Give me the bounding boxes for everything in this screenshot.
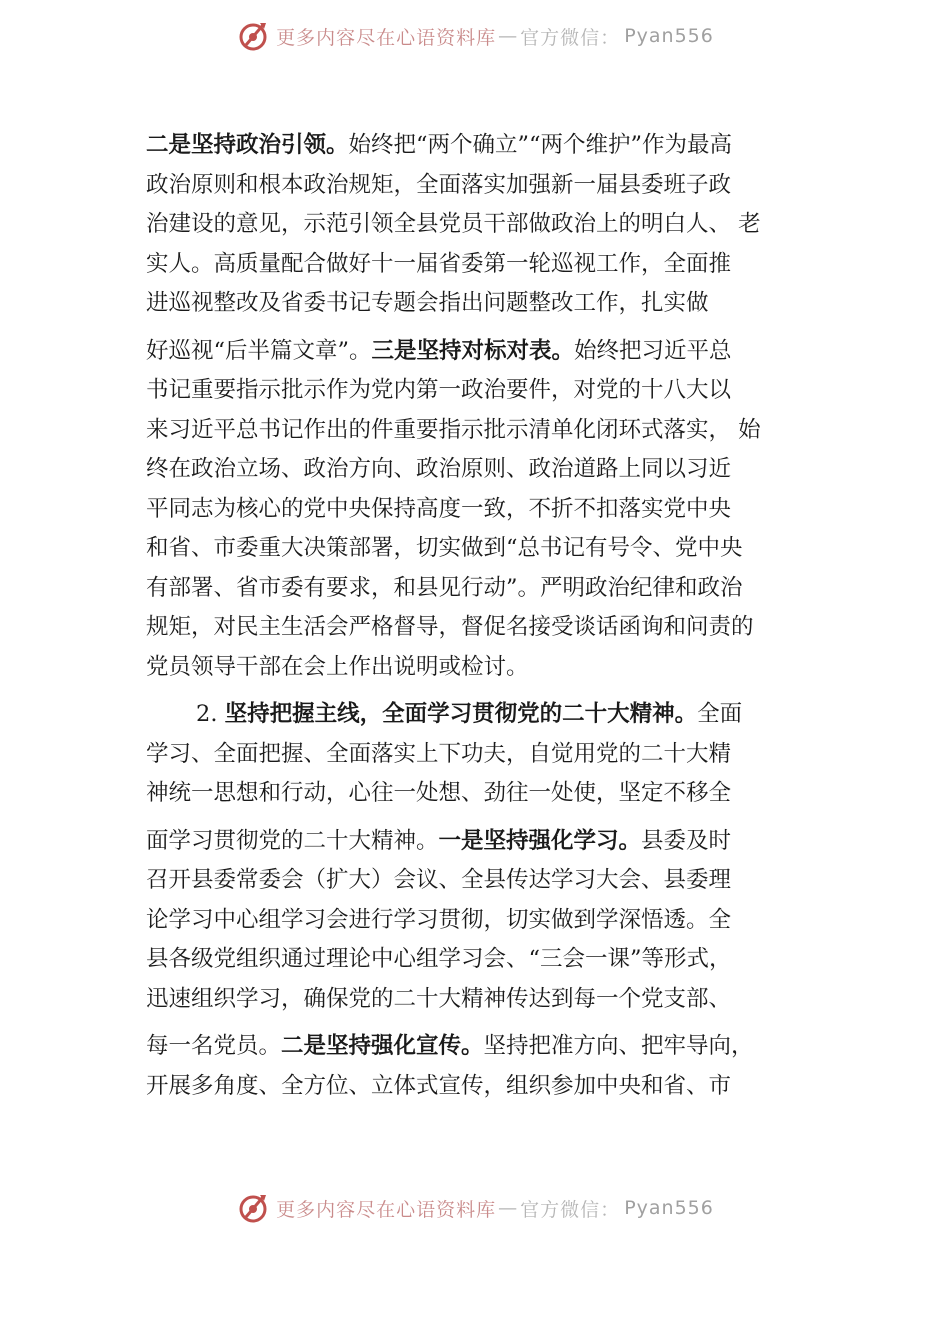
text-line	[146, 284, 822, 324]
bold-heading-text: 坚持把握主线，全面学习贯彻党的二十大精神。	[224, 701, 698, 727]
watermark-header	[0, 16, 950, 56]
body-text: 规矩，对民主生活会严格督导，督促名接受谈话函询和问责的	[146, 614, 754, 640]
body-text: 学习、全面把握、全面落实上下功夫，自觉用党的二十大精	[146, 740, 732, 767]
text-line	[146, 735, 822, 775]
text-line	[146, 774, 822, 814]
logo-icon	[236, 19, 270, 53]
watermark-text: 更多内容尽在心语资料库	[276, 26, 497, 49]
bold-heading-text: 三是坚持对标对表。	[371, 337, 575, 364]
body-text: 政治原则和根本政治规矩，全面落实加强新一届县委班子政	[146, 171, 732, 198]
text-line	[146, 1067, 822, 1107]
body-text: 迅速组织学习，确保党的二十大精神传达到每一个党支部、	[146, 985, 732, 1012]
text-line	[146, 608, 822, 648]
body-text: 2.	[196, 701, 225, 727]
text-line	[146, 245, 822, 285]
body-text: 实人。高质量配合做好十一届省委第一轮巡视工作，全面推	[146, 250, 732, 277]
bold-heading-text: 一是坚持强化学习。	[438, 827, 642, 854]
watermark-wechat-id: Pyan556	[624, 25, 714, 47]
body-text: 有部署、省市委有要求，和县见行动”。严明政治纪律和政治	[146, 574, 743, 601]
text-line	[146, 940, 822, 980]
text-line	[146, 529, 822, 569]
watermark-wechat-id: Pyan556	[624, 1197, 714, 1219]
watermark-footer	[0, 1188, 950, 1228]
text-line	[146, 861, 822, 901]
text-line	[146, 166, 822, 206]
body-text: 县各级党组织通过理论中心组学习会、“三会一课”等形式，	[146, 946, 732, 972]
watermark-wechat-label: 官方微信：	[520, 26, 621, 49]
body-text: 每一名党员。	[146, 1033, 282, 1059]
text-line	[146, 411, 822, 451]
text-line	[146, 1027, 822, 1067]
document-body	[146, 126, 822, 1106]
body-text: 好巡视“后半篇文章”。	[146, 337, 372, 364]
text-line	[146, 648, 822, 688]
watermark-dash: —	[498, 25, 519, 47]
bold-heading-text: 二是坚持强化宣传。	[281, 1033, 484, 1059]
body-text: 面学习贯彻党的二十大精神。	[146, 827, 439, 854]
text-line	[146, 822, 822, 862]
body-text: 神统一思想和行动，心往一处想、劲往一处使，坚定不移全	[146, 780, 732, 806]
body-text: 和省、市委重大决策部署，切实做到“总书记有号令、党中央	[146, 535, 743, 561]
body-text: 论学习中心组学习会进行学习贯彻，切实做到学深悟透。全	[146, 906, 732, 933]
body-text: 始终把习近平总	[574, 337, 732, 364]
watermark-dash: —	[498, 1197, 519, 1219]
watermark-text: 更多内容尽在心语资料库	[276, 1198, 497, 1221]
body-text: 党员领导干部在会上作出说明或检讨。	[146, 653, 529, 680]
body-text: 召开县委常委会（扩大）会议、全县传达学习大会、县委理	[146, 867, 732, 893]
watermark-wechat-label: 官方微信：	[520, 1198, 621, 1221]
text-line	[146, 450, 822, 490]
body-text: 开展多角度、全方位、立体式宣传，组织参加中央和省、市	[146, 1072, 732, 1099]
text-line	[146, 569, 822, 609]
text-line	[146, 332, 822, 372]
body-text: 进巡视整改及省委书记专题会指出问题整改工作，扎实做	[146, 290, 709, 316]
body-text: 治建设的意见，示范引领全县党员干部做政治上的明白人、 老	[146, 211, 761, 237]
text-line	[146, 901, 822, 941]
body-text: 终在政治立场、政治方向、政治原则、政治道路上同以习近	[146, 456, 732, 482]
logo-icon	[236, 1191, 270, 1225]
body-text: 平同志为核心的党中央保持高度一致，不折不扣落实党中央	[146, 495, 732, 522]
text-line	[146, 126, 822, 166]
body-text: 全面	[697, 701, 743, 727]
text-line	[146, 490, 822, 530]
text-line	[146, 371, 822, 411]
text-line	[146, 205, 822, 245]
bold-heading-text: 二是坚持政治引领。	[146, 132, 349, 158]
body-text: 始终把“两个确立”“两个维护”作为最高	[348, 132, 733, 158]
text-line	[146, 980, 822, 1020]
body-text: 书记重要指示批示作为党内第一政治要件，对党的十八大以	[146, 377, 732, 403]
text-line	[146, 695, 822, 735]
body-text: 坚持把准方向、把牢导向，	[483, 1033, 754, 1059]
body-text: 县委及时	[641, 827, 732, 854]
body-text: 来习近平总书记作出的件重要指示批示清单化闭环式落实， 始	[146, 416, 761, 443]
